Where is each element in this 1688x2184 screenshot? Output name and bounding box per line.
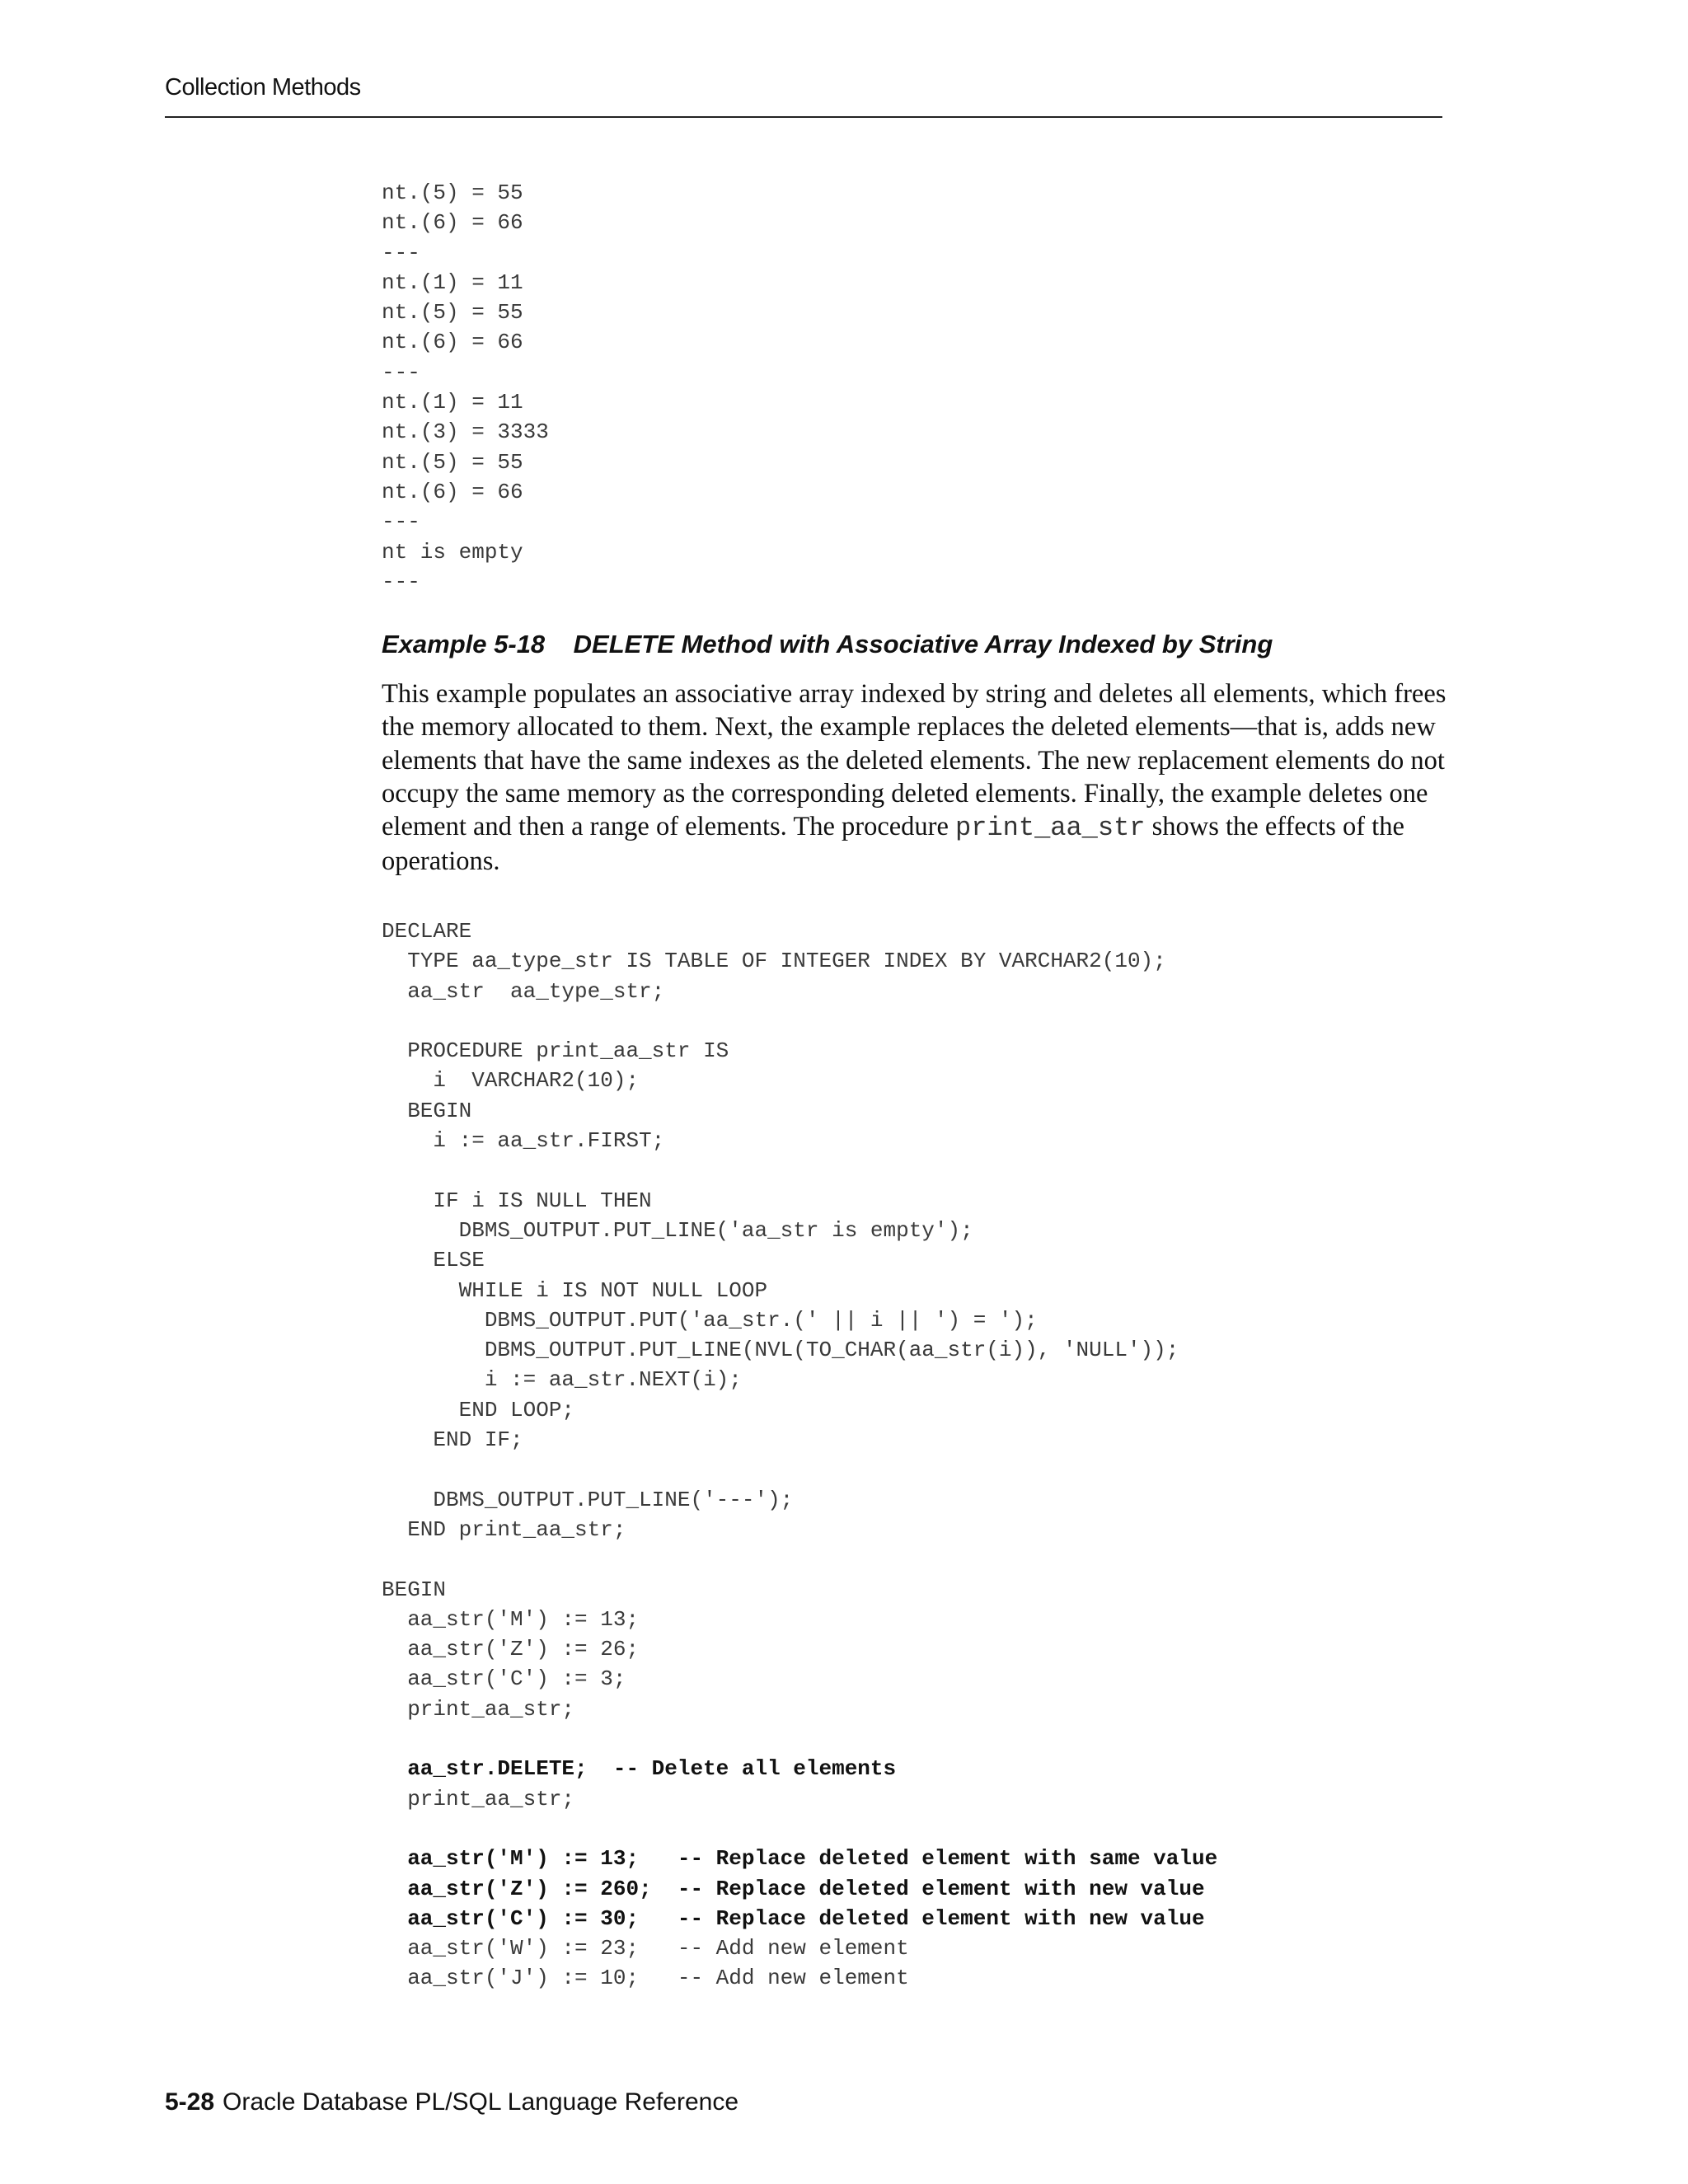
code-line: aa_str('Z') := 260; -- Replace deleted element with new value (382, 1876, 1205, 1901)
output-line: nt.(6) = 66 (382, 479, 523, 504)
code-line: TYPE aa_type_str IS TABLE OF INTEGER INDEX BY VARCHAR2(10); (382, 949, 1166, 974)
example-description (382, 677, 1453, 879)
code-line: aa_str('W') := 23; -- Add new element (382, 1936, 909, 1961)
code-line: i := aa_str.FIRST; (382, 1128, 665, 1154)
book-title: Oracle Database PL/SQL Language Reference (223, 2088, 739, 2116)
output-line: --- (382, 569, 420, 594)
page-footer (165, 2088, 738, 2116)
code-line: BEGIN (382, 1577, 447, 1602)
example-heading: DELETE Method with Associative Array Indexed by String (573, 630, 1273, 658)
output-line: nt.(3) = 3333 (382, 419, 549, 445)
running-header: Collection Methods (165, 74, 361, 101)
code-line: END LOOP; (382, 1397, 575, 1422)
code-line: i := aa_str.NEXT(i); (382, 1367, 742, 1393)
output-line: nt.(6) = 66 (382, 210, 523, 236)
code-line: i VARCHAR2(10); (382, 1068, 640, 1094)
output-line: nt is empty (382, 539, 523, 565)
code-line: aa_str aa_type_str; (382, 978, 665, 1004)
output-line: --- (382, 509, 420, 535)
code-line (382, 1455, 1217, 1484)
code-line: END print_aa_str; (382, 1516, 626, 1542)
code-line: aa_str('M') := 13; (382, 1606, 640, 1632)
output-line: nt.(1) = 11 (382, 390, 523, 415)
code-line: BEGIN (382, 1098, 472, 1123)
code-line: aa_str('M') := 13; -- Replace deleted element with same value (382, 1846, 1218, 1872)
code-line: DBMS_OUTPUT.PUT('aa_str.(' || i || ') = '); (382, 1307, 1038, 1333)
output-line: nt.(5) = 55 (382, 449, 523, 475)
description-inline-code: print_aa_str (955, 813, 1146, 844)
page-number: 5-28 (165, 2088, 215, 2116)
code-line: print_aa_str; (382, 1696, 575, 1722)
output-line: nt.(1) = 11 (382, 269, 523, 295)
code-line (382, 1724, 1217, 1754)
description-text-1: This example populates an associative array indexed by string and deletes all elements, which frees the memory allocated to them. Next, the example replaces the deleted elements—that is, adds new elements that have the same indexes as the deleted elements. The new replacement elements do not occupy the same memory as the corresponding deleted elements. Finally, the example deletes one element and then a range of elements. The procedure (382, 679, 1447, 842)
example-title (382, 630, 1273, 659)
code-line (382, 1006, 1217, 1036)
code-line: PROCEDURE print_aa_str IS (382, 1038, 729, 1064)
code-line: aa_str.DELETE; -- Delete all elements (382, 1756, 897, 1782)
example-number: Example 5-18 (382, 630, 546, 658)
code-line: DBMS_OUTPUT.PUT_LINE('aa_str is empty'); (382, 1217, 973, 1243)
description-text-2: shows the effects of the operations. (382, 812, 1404, 877)
output-line: nt.(6) = 66 (382, 330, 523, 355)
code-line: aa_str('C') := 30; -- Replace deleted element with new value (382, 1905, 1205, 1931)
code-line: aa_str('C') := 3; (382, 1666, 626, 1692)
code-line: DECLARE (382, 919, 472, 944)
code-line: aa_str('J') := 10; -- Add new element (382, 1966, 909, 1991)
code-line (382, 1814, 1217, 1844)
code-line: ELSE (382, 1248, 485, 1273)
output-code-block (382, 178, 549, 597)
code-line: print_aa_str; (382, 1786, 575, 1811)
code-line (382, 1544, 1217, 1574)
output-line: --- (382, 359, 420, 385)
code-line: DBMS_OUTPUT.PUT_LINE('---'); (382, 1487, 794, 1512)
code-line: WHILE i IS NOT NULL LOOP (382, 1277, 768, 1303)
code-line: END IF; (382, 1427, 523, 1453)
code-line (382, 1155, 1217, 1185)
header-rule (165, 116, 1442, 118)
code-line: aa_str('Z') := 26; (382, 1637, 640, 1662)
output-line: --- (382, 240, 420, 265)
code-line: DBMS_OUTPUT.PUT_LINE(NVL(TO_CHAR(aa_str(i)), 'NULL')); (382, 1338, 1179, 1363)
output-line: nt.(5) = 55 (382, 180, 523, 205)
output-line: nt.(5) = 55 (382, 300, 523, 326)
plsql-code-block (382, 916, 1217, 1994)
code-line: IF i IS NULL THEN (382, 1188, 652, 1213)
